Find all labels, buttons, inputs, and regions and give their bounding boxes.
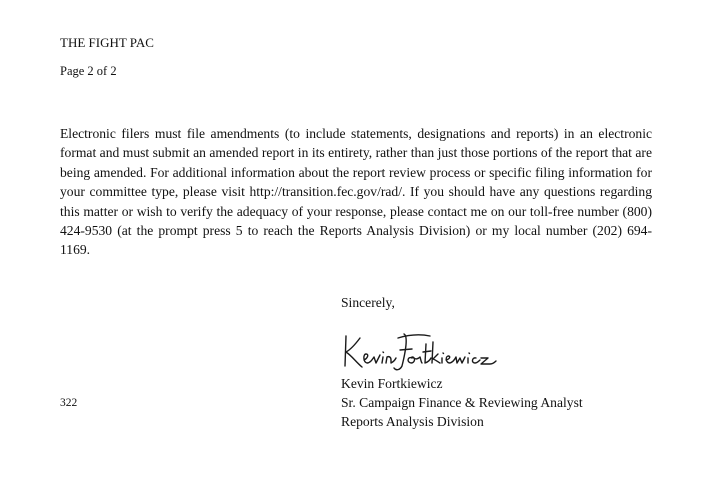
- signature-text: Kevin Fortkiewicz: [338, 330, 346, 331]
- signature-block: [341, 374, 583, 432]
- closing-salutation: Sincerely,: [341, 295, 395, 310]
- document-number: 322: [60, 397, 78, 409]
- signer-title: Sr. Campaign Finance & Reviewing Analyst: [341, 395, 583, 411]
- page-indicator: Page 2 of 2: [60, 64, 117, 78]
- handwritten-signature: [338, 330, 498, 376]
- signer-name: Kevin Fortkiewicz: [341, 376, 443, 391]
- signer-division: Reports Analysis Division: [341, 414, 484, 430]
- committee-name: THE FIGHT PAC: [60, 35, 154, 50]
- body-paragraph: Electronic filers must file amendments (to include statements, designations and reports) in an electronic format and must submit an amended report in its entirety, rather than just those portions of the report that are being amended. For additional information about the report review process or specific filing information for your committee type, please visit http://transition.fec.gov/rad/. If you should have any questions regarding this matter or wish to verify the adequacy of your response, please contact me on our toll-free number (800) 424-9530 (at the prompt press 5 to reach the Reports Analysis Division) or my local number (202) 694-1169.: [60, 126, 652, 258]
